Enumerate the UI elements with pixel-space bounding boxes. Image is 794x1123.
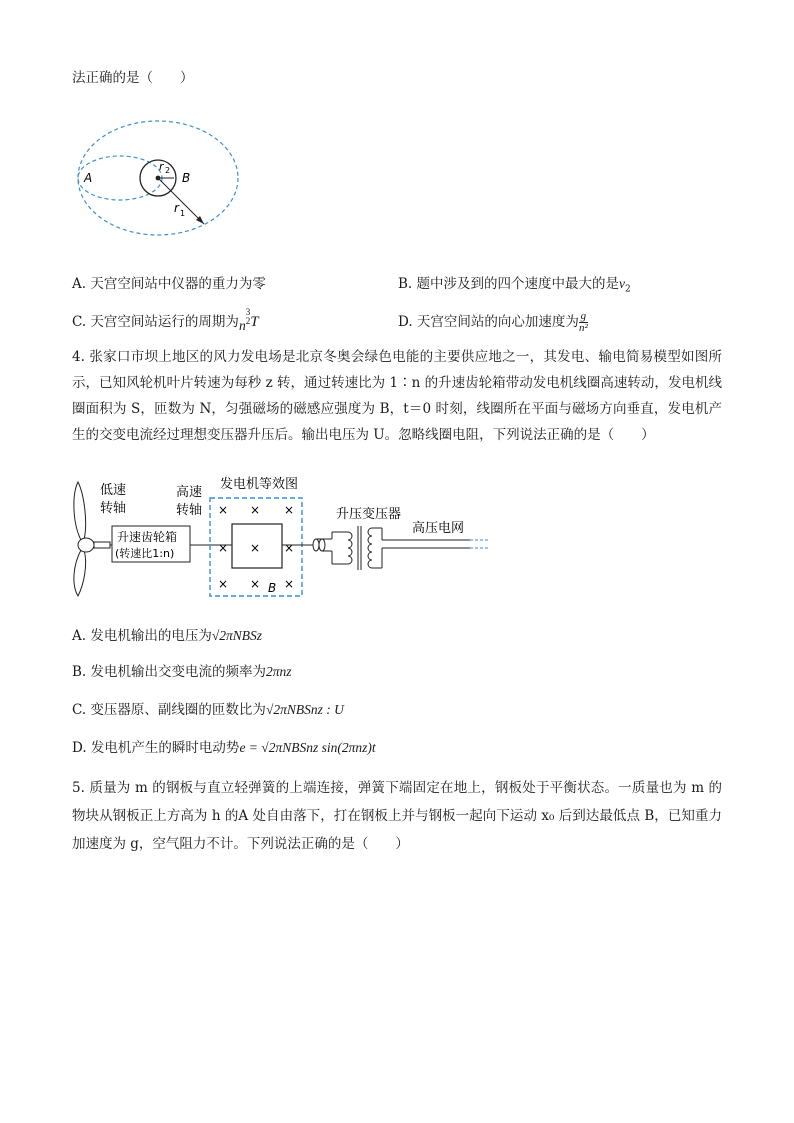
- q4-option-a-math: √2πNBSz: [211, 628, 263, 643]
- field-label-B: B: [268, 581, 277, 595]
- q3-option-a: A. 天宫空间站中仪器的重力为零: [72, 276, 266, 292]
- q4-option-c-math: √2πNBSnz : U: [265, 702, 344, 717]
- label-A: A: [84, 171, 93, 185]
- label-B: B: [182, 171, 191, 185]
- transformer-icon: [348, 526, 410, 570]
- svg-text:×: ×: [250, 503, 261, 517]
- q3-option-c-base: n: [238, 318, 246, 333]
- transformer-title: 升压变压器: [336, 507, 402, 522]
- q4-stem: 4. 张家口市坝上地区的风力发电场是北京冬奥会绿色电能的主要供应地之一，其发电、输电简易模型如图所示，已知风轮机叶片转速为每秒 z 转，通过转速比为 1∶n 的升速齿轮箱带动发电机线圈高速转动，发电机线圈面积为 S，匝数为 N，匀强磁场的磁感应强度为 B，t＝0 时刻，线圈所在平面与磁场方向垂直，发电机产生的交变电流经过理想变压器升压后。输出电压为 U。忽略线圈电阻，下列说法正确的是（ ）: [72, 349, 722, 443]
- generator-title: 发电机等效图: [220, 477, 299, 492]
- q3-option-b-math: v: [619, 276, 626, 291]
- q3-option-d-frac: [579, 311, 588, 334]
- frac-num: g: [580, 310, 587, 322]
- q4-circuit-figure: [70, 474, 490, 600]
- q4-option-d-text: D. 发电机产生的瞬时电动势: [72, 740, 240, 756]
- svg-text:×: ×: [250, 541, 261, 555]
- label-r2-sub: 2: [165, 166, 171, 175]
- gearbox-label: 升速齿轮箱: [117, 530, 178, 544]
- q4-option-a-text: A. 发电机输出的电压为: [72, 628, 212, 644]
- svg-text:×: ×: [218, 577, 229, 591]
- q3-option-b-text: B. 题中涉及到的四个速度中最大的是: [398, 276, 620, 292]
- gearbox-ratio: (转速比1:n): [115, 547, 175, 560]
- low-speed-label: 低速: [100, 483, 127, 498]
- q3-option-b-math-sub: 2: [625, 284, 631, 295]
- label-r1-sub: 1: [180, 209, 186, 218]
- svg-text:×: ×: [250, 577, 261, 591]
- label-r2: r: [159, 160, 164, 173]
- q5-stem: 5. 质量为 m 的钢板与直立轻弹簧的上端连接，弹簧下端固定在地上，钢板处于平衡状态。一质量也为 m 的物块从钢板正上方高为 h 的A 处自由落下，打在钢板上并与钢板一起向下运动 x₀ 后到达最低点 B，已知重力加速度为 g，空气阻力不计。下列说法正确的是（ ）: [72, 780, 722, 852]
- q3-option-b: [398, 272, 631, 295]
- q4-option-d: [72, 736, 376, 756]
- q3-option-c-exp: [246, 308, 251, 326]
- svg-text:×: ×: [284, 503, 295, 517]
- label-r1: r: [174, 201, 179, 215]
- q4-option-b-text: B. 发电机输出交变电流的频率为: [72, 664, 267, 680]
- exp-num: 3: [245, 306, 251, 317]
- q3-stem-tail: 法正确的是（ ）: [72, 70, 194, 86]
- q3-option-c-text: C. 天宫空间站运行的周期为: [72, 314, 239, 330]
- exp-den: 2: [245, 315, 251, 326]
- propeller-icon: [74, 482, 110, 596]
- q3-option-d-text: D. 天宫空间站的向心加速度为: [398, 314, 579, 330]
- shaft1-label: 转轴: [100, 501, 127, 516]
- grid-label: 高压电网: [412, 521, 465, 536]
- q3-option-d: [398, 310, 588, 334]
- svg-text:×: ×: [284, 577, 295, 591]
- q4-option-d-math: e = √2πNBSnz sin(2πnz)t: [239, 740, 376, 755]
- field-crosses: [218, 503, 294, 591]
- svg-text:×: ×: [218, 503, 229, 517]
- svg-text:×: ×: [218, 541, 229, 555]
- q3-option-c-T: T: [250, 314, 259, 330]
- svg-text:×: ×: [284, 541, 295, 555]
- q4-option-b-math: 2πnz: [266, 664, 292, 679]
- q3-orbit-figure: [76, 120, 246, 240]
- frac-den: n²: [578, 322, 588, 334]
- q4-option-a: [72, 624, 262, 644]
- q3-option-c: [72, 306, 259, 333]
- shaft2-label: 转轴: [176, 503, 203, 518]
- high-speed-label: 高速: [176, 485, 203, 500]
- q4-option-b: [72, 660, 292, 680]
- q4-option-c-text: C. 变压器原、副线圈的匝数比为: [72, 702, 266, 718]
- q4-option-c: [72, 698, 344, 718]
